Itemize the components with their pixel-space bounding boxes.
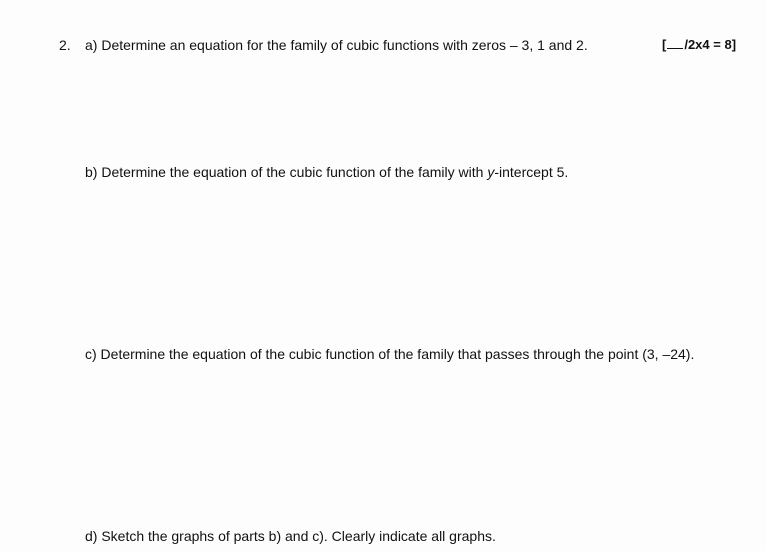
marks-total: /2x4 = 8] bbox=[684, 37, 737, 52]
part-b-text: b) Determine the equation of the cubic function of the family with bbox=[85, 164, 488, 180]
marks-open-bracket: [ bbox=[662, 37, 667, 52]
question-number: 2. bbox=[59, 37, 71, 53]
part-b-variable: y bbox=[487, 164, 495, 180]
marks-blank bbox=[667, 36, 683, 49]
part-b-prompt bbox=[85, 163, 568, 181]
marks-box bbox=[662, 36, 736, 54]
part-c-prompt: c) Determine the equation of the cubic function of the family that passes through the point (3, –24). bbox=[85, 346, 695, 362]
part-b-text-end: -intercept 5. bbox=[494, 164, 569, 180]
part-a-prompt: a) Determine an equation for the family of cubic functions with zeros – 3, 1 and 2. bbox=[85, 37, 588, 53]
part-d-prompt: d) Sketch the graphs of parts b) and c). Clearly indicate all graphs. bbox=[85, 528, 496, 544]
